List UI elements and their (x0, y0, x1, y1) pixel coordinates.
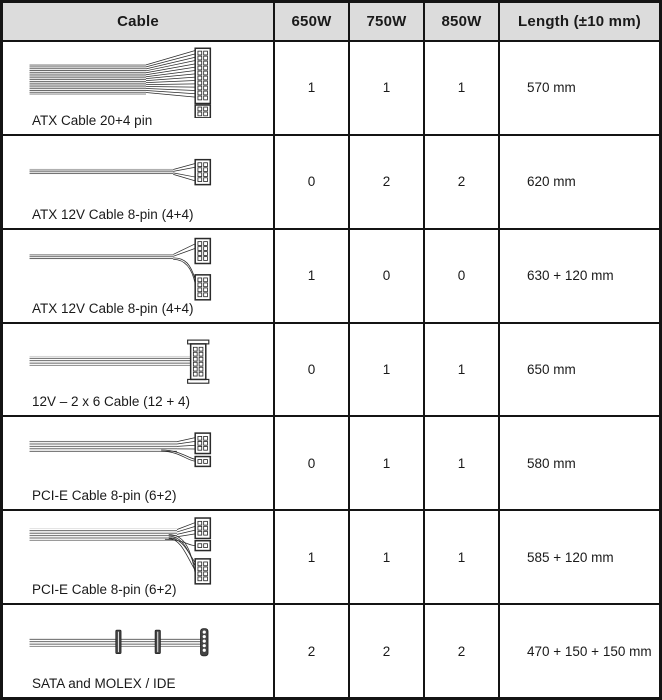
cable-label: ATX 12V Cable 8-pin (4+4) (32, 300, 194, 316)
count-850w: 1 (423, 324, 498, 416)
count-650w: 1 (273, 230, 348, 322)
cable-cell (3, 136, 273, 228)
12v-2x6-cable-illustration (25, 328, 255, 400)
count-650w: 2 (273, 605, 348, 697)
table-row (3, 509, 659, 603)
count-750w: 1 (348, 324, 423, 416)
count-650w: 0 (273, 417, 348, 509)
cable-label: PCI-E Cable 8-pin (6+2) (32, 582, 177, 598)
length-value: 470 + 150 + 150 mm (498, 605, 659, 697)
length-value: 630 + 120 mm (498, 230, 659, 322)
count-850w: 2 (423, 136, 498, 228)
length-value: 580 mm (498, 417, 659, 509)
length-value: 570 mm (498, 42, 659, 134)
cable-label: SATA and MOLEX / IDE (32, 676, 176, 692)
sata-molex-cable-illustration (25, 609, 255, 681)
pcie-8pin-dual-cable-illustration (25, 515, 255, 587)
header-650w: 650W (273, 3, 348, 40)
table-row (3, 134, 659, 228)
table-row (3, 415, 659, 509)
cable-label: 12V – 2 x 6 Cable (12 + 4) (32, 394, 190, 410)
count-750w: 0 (348, 230, 423, 322)
table-row (3, 40, 659, 134)
table-row (3, 603, 659, 697)
count-750w: 2 (348, 605, 423, 697)
count-750w: 1 (348, 42, 423, 134)
count-650w: 0 (273, 136, 348, 228)
cable-cell (3, 324, 273, 416)
cable-cell (3, 42, 273, 134)
cable-cell (3, 230, 273, 322)
molex-connector (200, 629, 208, 656)
header-750w: 750W (348, 3, 423, 40)
count-850w: 1 (423, 417, 498, 509)
atx12v-8pin-dual-cable-illustration (25, 234, 255, 306)
count-650w: 1 (273, 42, 348, 134)
count-850w: 1 (423, 511, 498, 603)
count-750w: 1 (348, 417, 423, 509)
table-row (3, 228, 659, 322)
count-650w: 1 (273, 511, 348, 603)
count-750w: 1 (348, 511, 423, 603)
length-value: 620 mm (498, 136, 659, 228)
cable-label: ATX 12V Cable 8-pin (4+4) (32, 206, 194, 222)
cable-label: ATX Cable 20+4 pin (32, 112, 153, 128)
header-850w: 850W (423, 3, 498, 40)
cable-label: PCI-E Cable 8-pin (6+2) (32, 488, 177, 504)
header-length: Length (±10 mm) (498, 3, 659, 40)
count-850w: 0 (423, 230, 498, 322)
table-header-row (3, 3, 659, 40)
cable-cell (3, 605, 273, 697)
cable-cell (3, 511, 273, 603)
atx-20plus4-cable-illustration (25, 46, 255, 118)
cable-cell (3, 417, 273, 509)
table-row (3, 322, 659, 416)
count-850w: 1 (423, 42, 498, 134)
pcie-8pin-cable-illustration (25, 421, 255, 493)
count-750w: 2 (348, 136, 423, 228)
count-850w: 2 (423, 605, 498, 697)
length-value: 585 + 120 mm (498, 511, 659, 603)
length-value: 650 mm (498, 324, 659, 416)
header-cable: Cable (117, 13, 159, 30)
atx12v-8pin-cable-illustration (25, 140, 255, 212)
count-650w: 0 (273, 324, 348, 416)
